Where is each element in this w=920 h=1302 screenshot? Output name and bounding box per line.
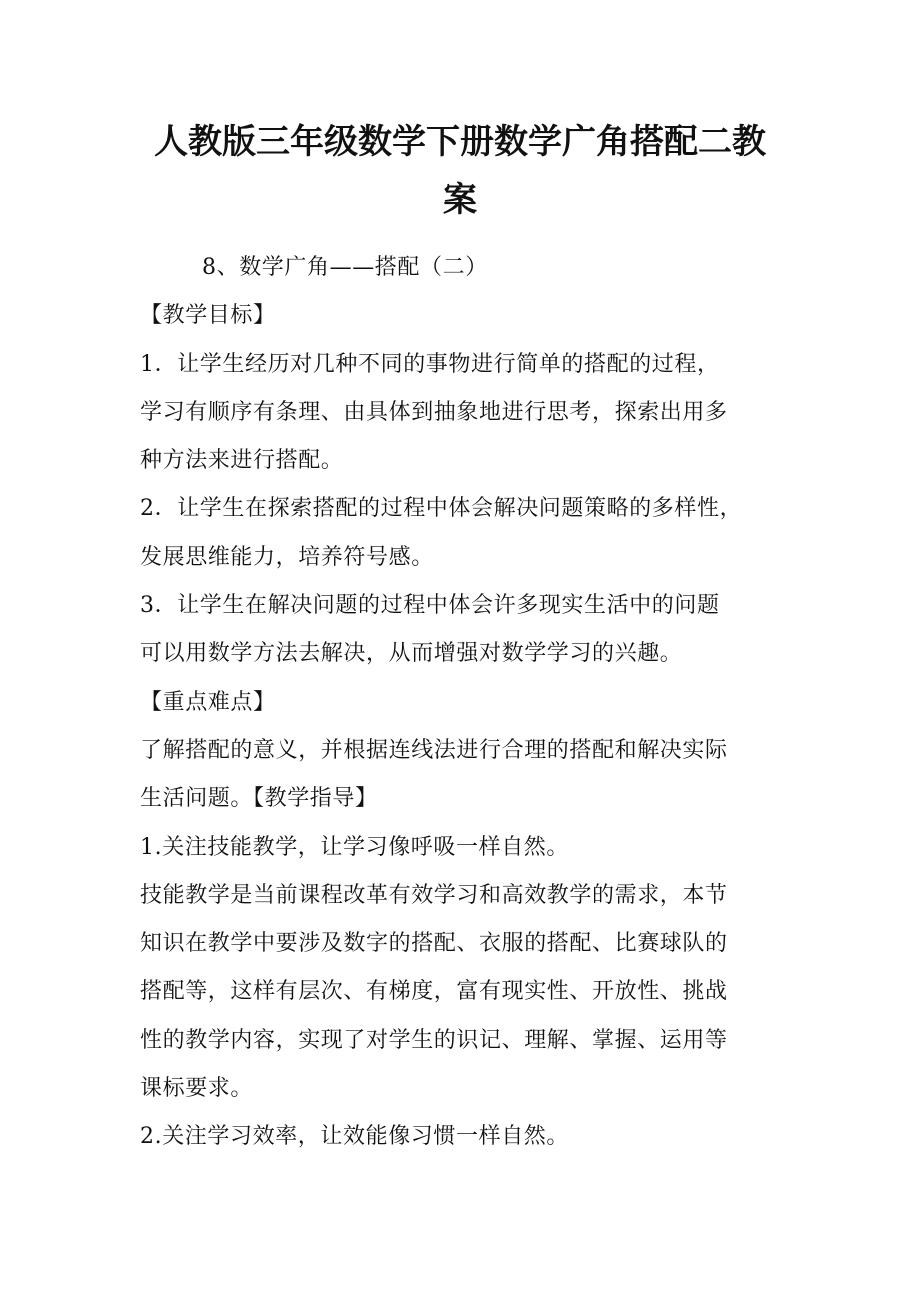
body-line: 3．让学生在解决问题的过程中体会许多现实生活中的问题 — [140, 593, 720, 619]
body-line: 发展思维能力，培养符号感。 — [140, 544, 434, 570]
body-line: 知识在教学中要涉及数字的搭配、衣服的搭配、比赛球队的 — [140, 931, 728, 957]
body-line: 可以用数学方法去解决，从而增强对数学学习的兴趣。 — [140, 641, 683, 667]
document-title-line-2: 案 — [443, 180, 477, 220]
body-line: 2.关注学习效率，让效能像习惯一样自然。 — [140, 1124, 569, 1150]
body-line: 技能教学是当前课程改革有效学习和高效教学的需求，本节 — [140, 882, 728, 908]
body-line: 学习有顺序有条理、由具体到抽象地进行思考，探索出用多 — [140, 399, 728, 425]
document-title-line-1: 人教版三年级数学下册数学广角搭配二教 — [154, 122, 766, 162]
section-heading-objectives: 【教学目标】 — [140, 303, 276, 329]
body-line: 1.关注技能教学，让学习像呼吸一样自然。 — [140, 834, 569, 860]
body-line: 2．让学生在探索搭配的过程中体会解决问题策略的多样性， — [140, 496, 743, 522]
body-line: 种方法来进行搭配。 — [140, 448, 344, 474]
body-line: 1．让学生经历对几种不同的事物进行简单的搭配的过程， — [140, 351, 720, 377]
body-line: 8、数学广角——搭配（二） — [202, 255, 488, 280]
body-line: 搭配等，这样有层次、有梯度，富有现实性、开放性、挑战 — [140, 979, 728, 1005]
document-body — [140, 244, 800, 1162]
body-line: 生活问题。【教学指导】 — [140, 786, 378, 812]
body-line: 课标要求。 — [140, 1076, 254, 1102]
section-heading-key-points: 【重点难点】 — [140, 689, 276, 715]
body-line: 了解搭配的意义，并根据连线法进行合理的搭配和解决实际 — [140, 737, 728, 763]
body-line: 性的教学内容，实现了对学生的识记、理解、掌握、运用等 — [140, 1027, 728, 1053]
